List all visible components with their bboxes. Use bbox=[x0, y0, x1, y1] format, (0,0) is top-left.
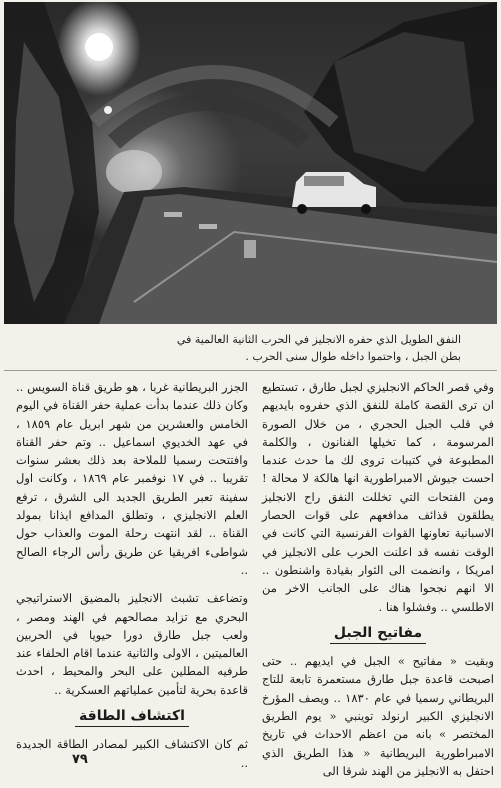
tunnel-photo bbox=[4, 2, 497, 324]
photo-caption bbox=[81, 331, 461, 365]
caption-line-1: النفق الطويل الذي حفره الانجليز في الحرب الثانية العالمية في bbox=[176, 333, 461, 346]
divider bbox=[4, 370, 497, 371]
section-heading-keys: مفاتيح الجبل bbox=[262, 624, 494, 642]
page-number: ٧٩ bbox=[72, 752, 88, 767]
left-paragraph-1: الجزر البريطانية غربا ، هو طريق قناة السويس .. وكان ذلك عندما بدأت عملية حفر القناة في اليوم الخامس والعشرين من شهر ابريل عام ١٨٥٩ ، في عهد الخديوي اسماعيل .. وتم حفر القناة وافتتحت رسميا للملاحة بعد ذلك بعشر سنوات تقريبا .. في ١٧ نوفمبر عام ١٨٦٩ ، وكانت اول سفينة تعبر الطريق الجديد الى الشرق ، ترفع العلم الانجليزي ، وتطلق المدافع ايذانا بمولد القناة .. لقد انتهت رحلة الموت والعذاب حول شواطىء افريقيا عن طريق رأس الرجاء الصالح .. bbox=[16, 380, 249, 577]
section-heading-energy: اكتشاف الطاقة bbox=[16, 707, 248, 725]
left-paragraph-2: وتضاعف تشبث الانجليز بالمضيق الاستراتيجي البحري مع تزايد مصالحهم في الهند ومصر ، ولعب جبل طارق دورا حيويا في الحربين العالميتين ، الاولى والثانية عندما اقام الحلفاء عند طرفيه المطلين على البحر والمحيط ، احدث قاعدة بحرية لتأمين عملياتهم العسكرية .. bbox=[16, 591, 248, 697]
right-paragraph-1: وفي قصر الحاكم الانجليزي لجبل طارق ، تستطيع ان ترى القصة كاملة للنفق الذي حفروه بايديهم في قلب الجبل الحجري ، من خلال الصورة المرسومة ، كما تخيلها الفنانون ، والكلمة المطبوعة في كتيبات تروى لك ما حدث عندما احست جيوش الامبراطورية انها هالكة لا محالة ! ومن الفتحات التي تخللت النفق راح الانجليز يطلقون قذائف مدافعهم على قوات الحصار الاسبانية تعاونها القوات الفرنسية التي كانت في الوقت نفسه قد اعلنت الحرب على الانجليز في امريكا ، وانضمت الى الثوار بقيادة واشنطون .. الا انهم نجحوا هناك على الجانب الاخر من الاطلسي .. وفشلوا هنا . bbox=[262, 380, 494, 614]
left-column bbox=[16, 378, 248, 778]
caption-line-2: بطن الجبل ، واحتموا داخله طوال سنى الحرب . bbox=[245, 350, 461, 363]
left-paragraph-3: ثم كان الاكتشاف الكبير لمصادر الطاقة الجديدة .. bbox=[16, 737, 248, 770]
right-paragraph-2: وبقيت « مفاتيح » الجبل في ايديهم .. حتى اصبحت قاعدة جبل طارق مستعمرة تابعة للتاج البريطاني رسميا في عام ١٨٣٠ .. ويصف المؤرخ الانجليزي الكبير ارنولد توينبي « يوم الطريق المختصر » بانه من اعظم الاحداث في تاريخ الامبراطورية البريطانية « هذا الطريق الذي احتفل به الانجليز من الهند شرقا الى bbox=[262, 654, 494, 778]
tunnel-illustration bbox=[4, 2, 497, 324]
right-column bbox=[262, 378, 494, 786]
